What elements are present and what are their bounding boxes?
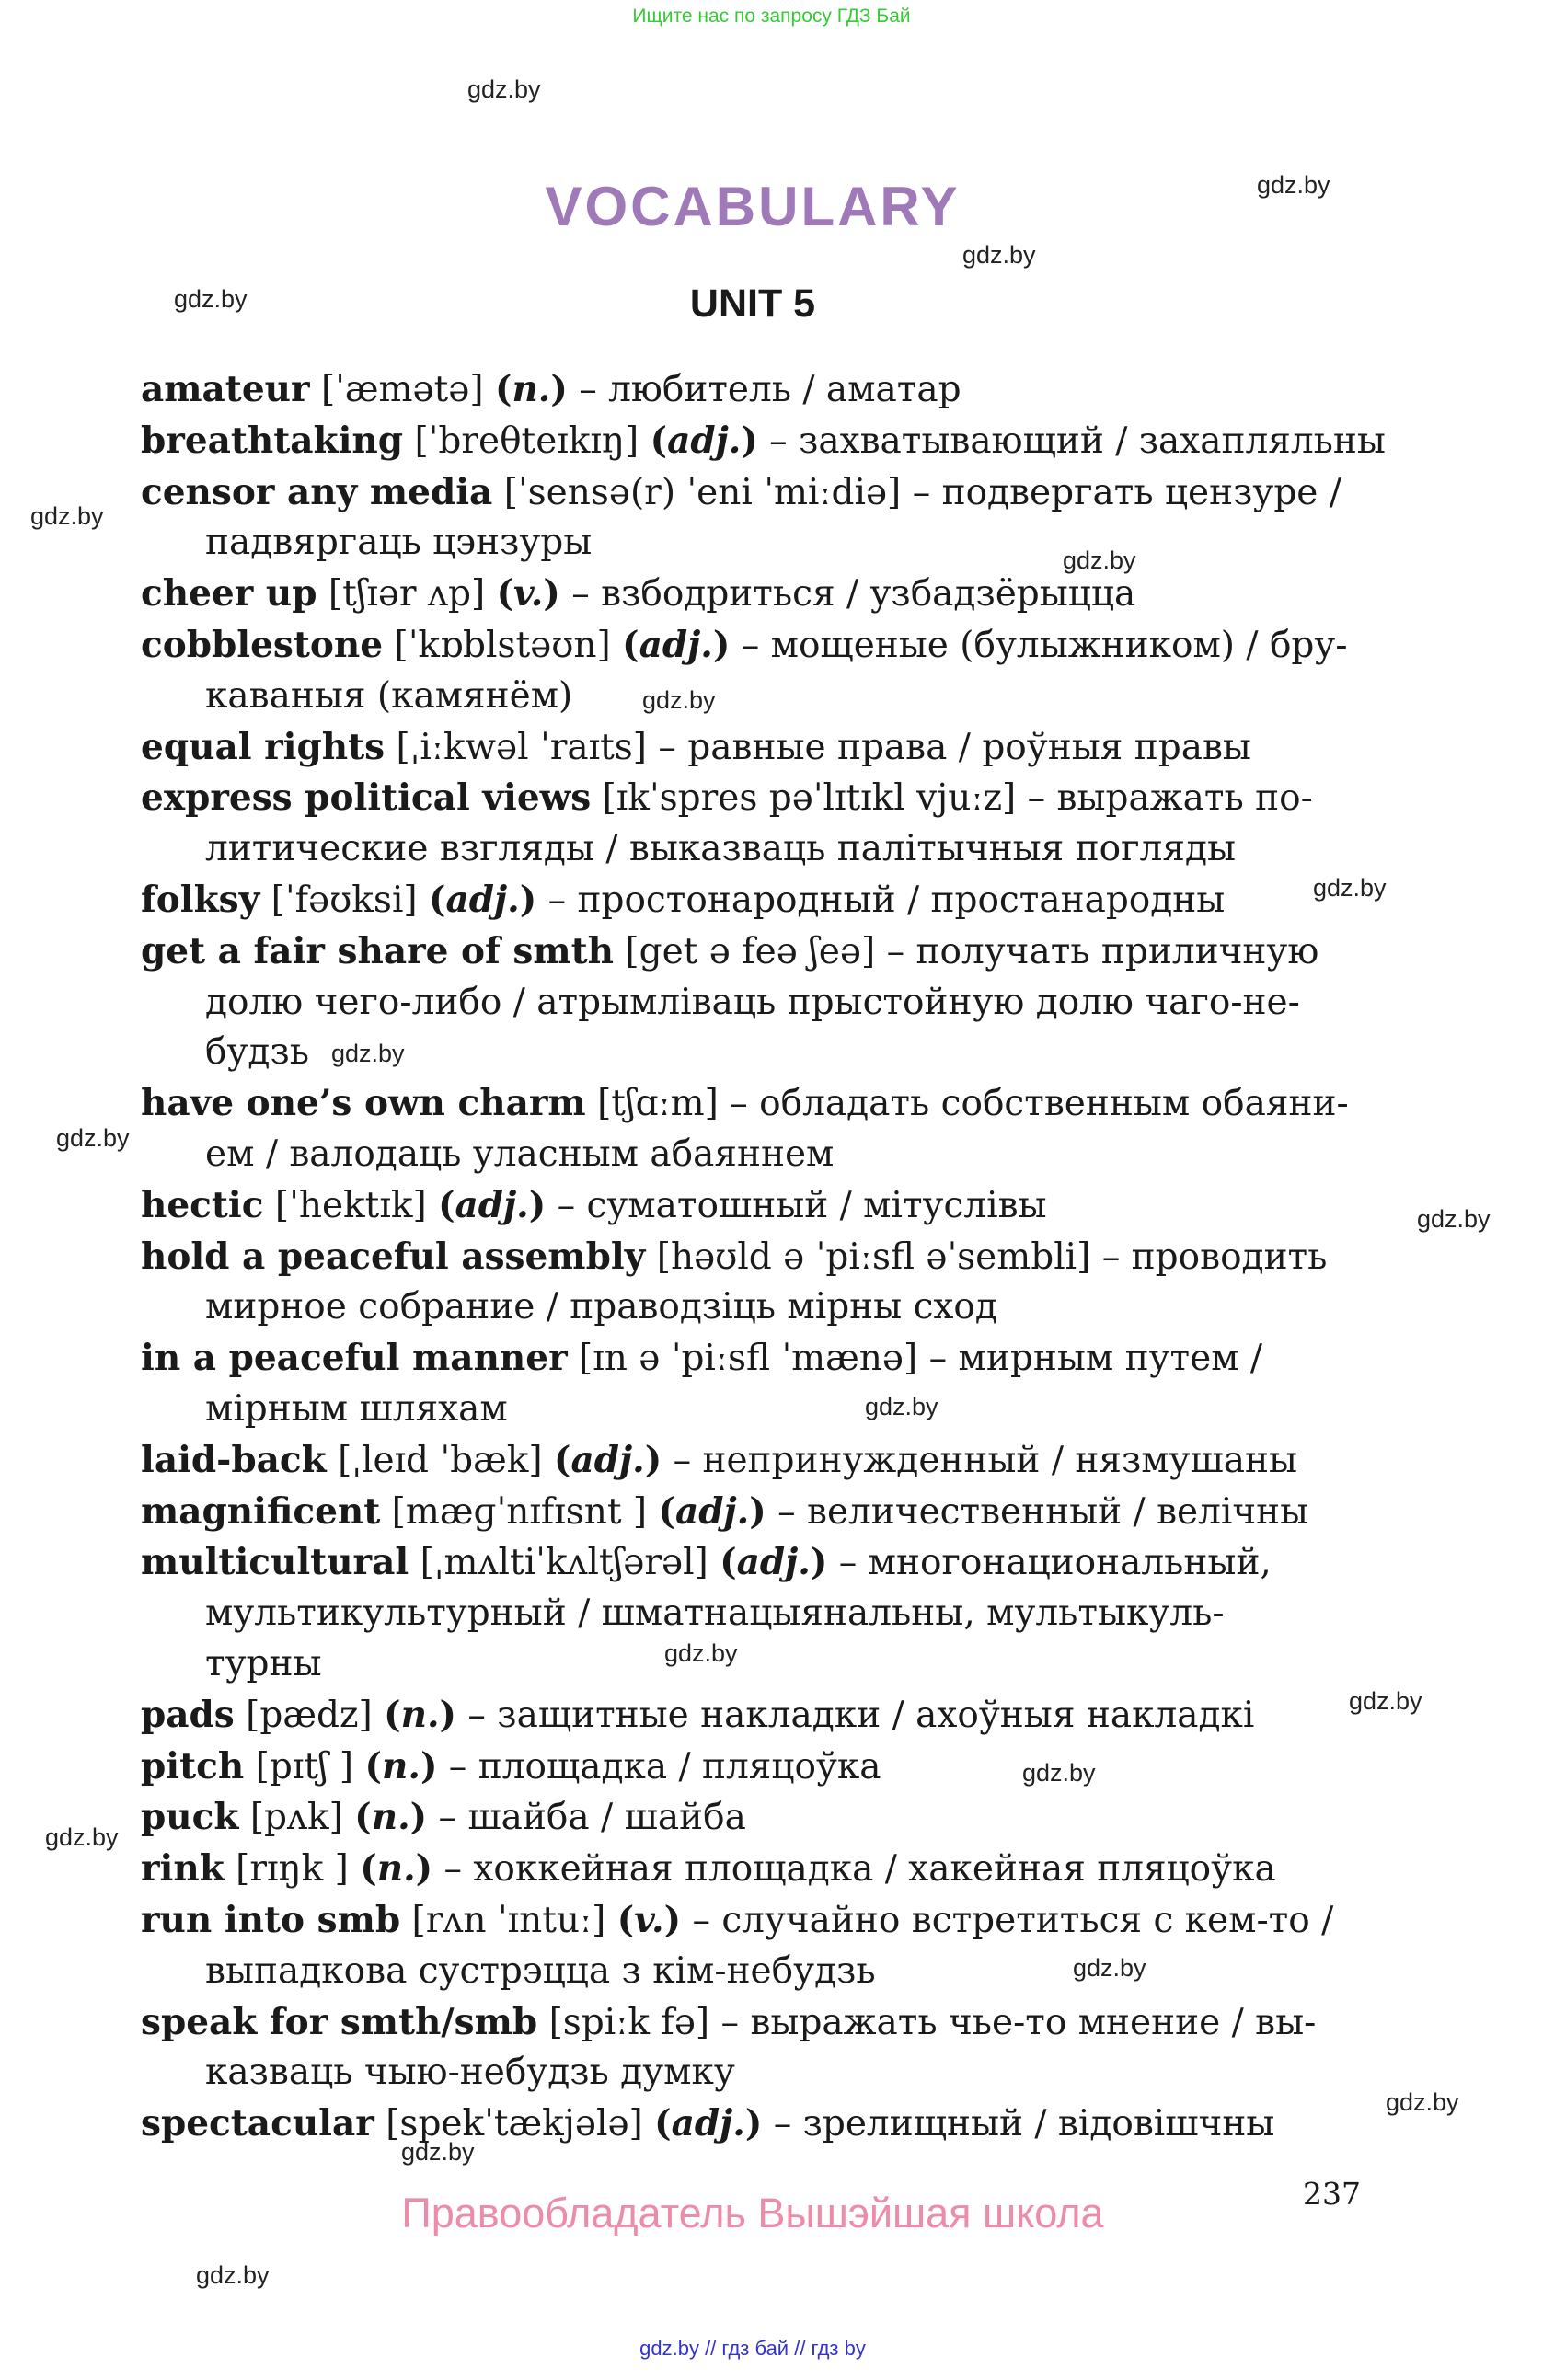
vocab-entry [141, 926, 1365, 1078]
vocab-translation-line: – взбодриться / узбадзёрыцца [571, 573, 1136, 615]
vocab-transcription: [mæɡˈnɪfɪsnt ] [391, 1490, 648, 1533]
vocab-term: multicultural [141, 1541, 409, 1584]
vocab-transcription: [ˈbreθteɪkɪŋ] [414, 420, 639, 462]
vocab-translation-line: – площадка / пляцоўка [448, 1745, 881, 1788]
vocab-translation-line: – выражать чье-то мнение / вы- [720, 2001, 1317, 2043]
vocab-term: puck [141, 1796, 239, 1839]
vocab-translation-line: падвяргаць цэнзуры [205, 522, 593, 564]
vocab-pos-value: n. [371, 1796, 410, 1839]
vocab-transcription: [rɪŋk ] [236, 1848, 349, 1891]
vocab-transcription: [pʌk] [249, 1797, 343, 1839]
vocab-part-of-speech: (adj.) [654, 2102, 763, 2145]
vocab-part-of-speech: (adj.) [554, 1438, 662, 1481]
vocab-pos-value: adj. [639, 623, 713, 666]
watermark: gdz.by [45, 1823, 119, 1851]
vocab-translation-line: долю чего-либо / атрымліваць прыстойную долю чаго-не- [205, 981, 1300, 1023]
vocab-part-of-speech: (adj.) [658, 1489, 766, 1533]
vocab-pos-value: adj. [667, 419, 742, 462]
vocab-term: folksy [141, 878, 260, 921]
vocab-translation-line: – подвергать цензуре / [912, 471, 1341, 513]
vocab-transcription: [ˈfəʊksi] [271, 879, 418, 921]
vocab-entry [141, 1844, 1365, 1895]
watermark: gdz.by [865, 1393, 938, 1420]
watermark: gdz.by [401, 2138, 475, 2166]
vocab-translation-line: – равные права / роўныя правы [658, 726, 1251, 768]
header-note: Ищите нас по запросу ГДЗ Бай [632, 6, 911, 27]
vocab-term: amateur [141, 368, 310, 410]
vocab-pos-value: n. [376, 1847, 416, 1891]
vocab-entry [141, 416, 1386, 467]
footer-links: gdz.by // гдз бай // гдз by [639, 2337, 866, 2360]
vocab-transcription: [ˈhektɪk] [274, 1184, 427, 1226]
vocab-entry [141, 1690, 1365, 1742]
vocab-entry [141, 722, 1365, 774]
vocab-entry [141, 1333, 1365, 1435]
watermark: gdz.by [1313, 874, 1387, 902]
vocab-translation-line: – проводить [1101, 1236, 1328, 1278]
watermark: gdz.by [1349, 1687, 1422, 1715]
vocab-translation-line: – шайба / шайба [438, 1797, 746, 1839]
vocab-translation-line: мультикультурный / шматнацыянальны, мультыкуль- [205, 1592, 1225, 1635]
vocab-part-of-speech: (adj.) [438, 1183, 547, 1226]
watermark: gdz.by [1063, 546, 1136, 574]
vocab-pos-value: n. [512, 368, 551, 410]
watermark: gdz.by [56, 1124, 130, 1152]
vocab-entry [141, 1792, 1365, 1844]
vocab-part-of-speech: (n.) [384, 1693, 456, 1736]
vocab-entry [141, 1078, 1365, 1180]
vocab-translation-line: – мирным путем / [928, 1338, 1263, 1380]
vocab-term: spectacular [141, 2102, 374, 2145]
vocab-entry [141, 1435, 1365, 1487]
vocab-translation-line: – многонациональный, [838, 1542, 1272, 1584]
watermark: gdz.by [1073, 1954, 1146, 1982]
vocab-transcription: [tʃɪər ʌp] [328, 573, 486, 615]
watermark: gdz.by [196, 2261, 270, 2289]
vocab-transcription: [ˌleɪd ˈbæk] [338, 1439, 543, 1481]
vocab-translation-line: – простонародный / простанародны [547, 879, 1226, 921]
watermark: gdz.by [664, 1639, 738, 1667]
watermark: gdz.by [331, 1040, 405, 1067]
watermark: gdz.by [962, 241, 1036, 269]
vocab-entry [141, 467, 1365, 569]
vocab-translation-line: мірным шляхам [205, 1387, 508, 1430]
vocab-part-of-speech: (n.) [354, 1796, 428, 1839]
vocab-term: cheer up [141, 572, 317, 615]
vocab-pos-value: v. [513, 572, 544, 615]
vocab-transcription: [ˈæmətə] [320, 369, 484, 410]
vocab-transcription: [spiːk fə] [548, 2001, 710, 2043]
vocab-entry [141, 569, 1365, 620]
vocab-transcription: [spekˈtækjələ] [386, 2103, 643, 2145]
vocab-entry [141, 2098, 1365, 2150]
page-title: VOCABULARY [545, 176, 961, 237]
vocab-translation-line: – суматошный / мітуслівы [557, 1184, 1047, 1226]
vocab-part-of-speech: (adj.) [429, 878, 537, 921]
vocab-translation-line: каваныя (камянём) [205, 674, 573, 717]
watermark: gdz.by [642, 686, 716, 714]
vocab-transcription: [həʊld ə ˈpiːsfl əˈsembli] [656, 1236, 1091, 1278]
vocab-pos-value: adj. [736, 1541, 811, 1584]
vocab-term: rink [141, 1847, 225, 1891]
watermark: gdz.by [1386, 2088, 1459, 2116]
vocab-transcription: [ˈkɒblstəʊn] [394, 624, 611, 666]
vocab-transcription: [ˌmʌltiˈkʌltʃərəl] [420, 1542, 708, 1584]
vocab-entry [141, 1537, 1365, 1689]
vocab-entry [141, 875, 1365, 926]
vocab-transcription: [ˌiːkwəl ˈraɪts] [396, 726, 647, 768]
vocab-entry [141, 1895, 1365, 1997]
vocab-entry [141, 1742, 1365, 1793]
vocab-term: have one’s own charm [141, 1082, 586, 1125]
vocab-pos-value: adj. [570, 1438, 645, 1481]
vocab-transcription: [rʌn ˈɪntuː] [411, 1899, 606, 1941]
vocab-transcription: [ˈsensə(r) ˈeni ˈmiːdiə] [503, 471, 902, 513]
vocab-term: in a peaceful manner [141, 1337, 568, 1380]
vocab-term: pitch [141, 1744, 245, 1788]
vocab-term: breathtaking [141, 419, 404, 462]
vocab-term: magnificent [141, 1489, 381, 1533]
vocab-translation-line: выпадкова сустрэцца з кім-небудзь [205, 1949, 876, 1992]
vocab-transcription: [pɪtʃ ] [255, 1745, 354, 1788]
vocab-term: express political views [141, 776, 592, 820]
vocab-entry [141, 364, 1365, 416]
vocab-part-of-speech: (v.) [616, 1898, 682, 1941]
vocab-part-of-speech: (adj.) [650, 419, 758, 462]
vocab-translation-line: будзь [205, 1031, 309, 1074]
vocab-entry [141, 773, 1365, 875]
watermark: gdz.by [1257, 171, 1330, 199]
watermark: gdz.by [30, 502, 104, 530]
vocab-translation-line: – мощеные (булыжником) / бру- [741, 624, 1348, 666]
vocab-translation-line: турны [205, 1642, 322, 1684]
vocab-entry [141, 1487, 1365, 1538]
vocab-term: get a fair share of smth [141, 929, 614, 972]
vocab-translation-line: ем / валодаць уласным абаяннем [205, 1133, 835, 1175]
vocab-term: hectic [141, 1183, 264, 1226]
vocab-translation-line: – хоккейная площадка / хакейная пляцоўка [443, 1848, 1276, 1891]
vocab-translation-line: литические взгляды / выказваць палітычныя погляды [205, 828, 1236, 870]
vocab-translation-line: – величественный / велічны [777, 1490, 1309, 1533]
page-number: 237 [1303, 2176, 1361, 2212]
vocab-part-of-speech: (adj.) [622, 623, 731, 666]
watermark: gdz.by [174, 285, 248, 313]
vocab-translation-line: – обладать собственным обаяни- [730, 1083, 1349, 1125]
vocab-part-of-speech: (n.) [494, 368, 568, 410]
vocab-translation-line: – зрелищный / відовішчны [773, 2103, 1275, 2145]
vocab-translation-line: – захватывающий / захапляльны [769, 420, 1386, 462]
vocab-term: hold a peaceful assembly [141, 1235, 646, 1278]
vocab-pos-value: adj. [455, 1183, 529, 1226]
vocab-translation-line: – выражать по- [1027, 777, 1313, 820]
vocab-term: equal rights [141, 725, 386, 768]
vocab-term: run into smb [141, 1898, 401, 1941]
vocab-translation-line: – случайно встретиться с кем-то / [692, 1899, 1334, 1941]
vocab-transcription: [tʃɑːm] [597, 1083, 719, 1125]
vocab-term: speak for smth/smb [141, 2000, 538, 2043]
vocab-term: cobblestone [141, 623, 384, 666]
vocab-translation-line: – защитные накладки / ахоўныя накладкі [467, 1694, 1255, 1736]
vocab-pos-value: v. [634, 1898, 664, 1941]
vocab-pos-value: adj. [675, 1489, 750, 1533]
unit-heading: UNIT 5 [689, 282, 816, 326]
vocab-transcription: [get ə feə ʃeə] [625, 930, 876, 972]
vocab-translation-line: казваць чыю-небудзь думку [205, 2052, 735, 2094]
vocab-part-of-speech: (n.) [360, 1847, 433, 1891]
watermark: gdz.by [1022, 1759, 1096, 1787]
vocab-translation-line: – любитель / аматар [579, 369, 961, 410]
vocab-term: pads [141, 1693, 235, 1736]
vocab-term: laid-back [141, 1438, 327, 1481]
vocab-part-of-speech: (adj.) [720, 1541, 828, 1584]
vocab-term: censor any media [141, 470, 493, 513]
vocab-entry [141, 1997, 1365, 2099]
vocab-translation-line: – получать приличную [886, 930, 1319, 972]
vocab-part-of-speech: (v.) [496, 572, 560, 615]
vocab-translation-line: мирное собрание / праводзіць мірны сход [205, 1286, 997, 1328]
vocab-pos-value: n. [382, 1744, 420, 1788]
vocab-transcription: [pædz] [246, 1694, 373, 1736]
vocab-translation-line: – непринужденный / нязмушаны [673, 1439, 1298, 1481]
rights-holder: Правообладатель Вышэйшая школа [401, 2190, 1104, 2236]
watermark: gdz.by [467, 75, 541, 103]
vocab-transcription: [ɪkˈspres pəˈlɪtɪkl vjuːz] [602, 777, 1017, 820]
vocab-entry [141, 620, 1365, 722]
vocab-part-of-speech: (n.) [364, 1744, 438, 1788]
vocab-entry [141, 1180, 1365, 1232]
vocab-pos-value: adj. [671, 2102, 745, 2145]
watermark: gdz.by [1417, 1205, 1491, 1233]
vocab-entry [141, 1232, 1365, 1334]
vocab-pos-value: n. [400, 1693, 440, 1736]
vocab-transcription: [ɪn ə ˈpiːsfl ˈmænə] [579, 1338, 918, 1380]
vocab-pos-value: adj. [445, 878, 520, 921]
